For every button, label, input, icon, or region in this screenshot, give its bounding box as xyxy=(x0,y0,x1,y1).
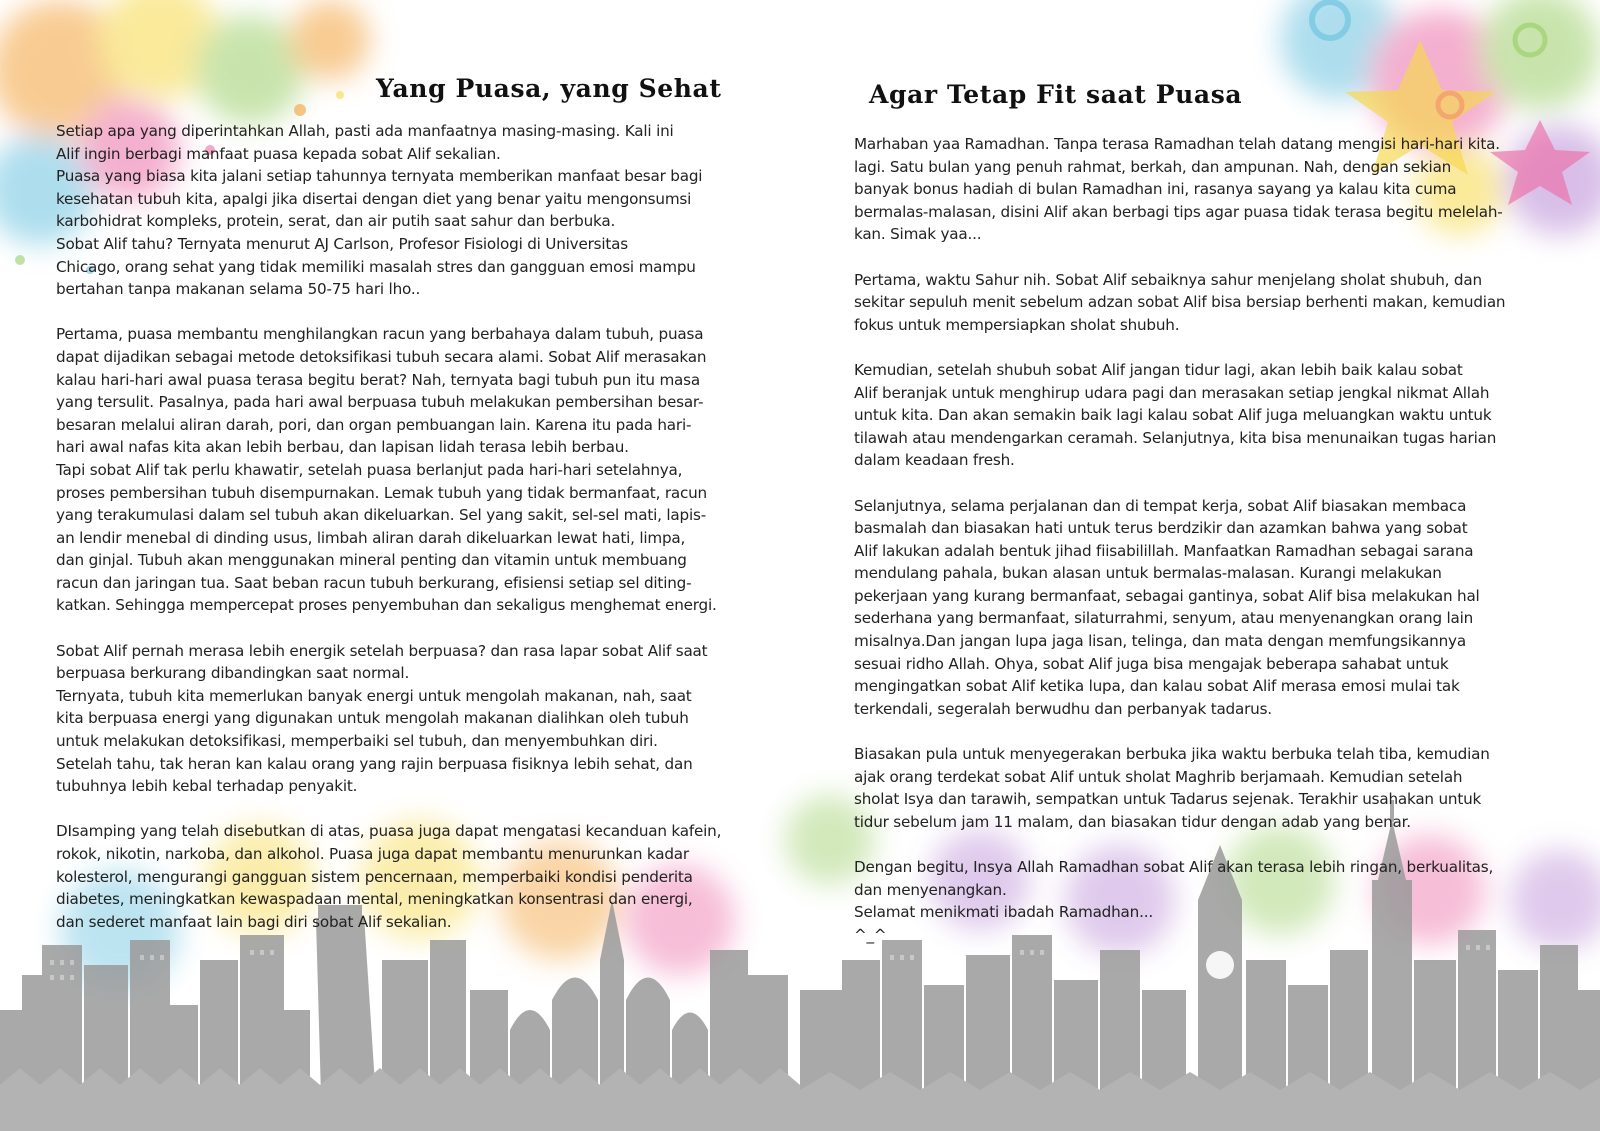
left-page-body xyxy=(56,120,746,956)
left-paragraph-2: Pertama, puasa membantu menghilangkan racun yang berbahaya dalam tubuh, puasa dapat dijadikan sebagai metode detoksifikasi tubuh secara alami. Sobat Alif merasakan kalau hari-hari awal puasa terasa begitu berat? Nah, ternyata bagi tubuh pun itu masa yang tersulit. Pasalnya, pada hari awal berpuasa tubuh melakukan pembersihan besar- besaran melalui aliran darah, pori, dan organ pembuangan lain. Karena itu pada hari- hari awal nafas kita akan lebih berbau, dan lapisan lidah terasa lebih berbau. Tapi sobat Alif tak perlu khawatir, setelah puasa berlanjut pada hari-hari setelahnya, proses pembersihan tubuh disempurnakan. Lemak tubuh yang tidak bermanfaat, racun yang terakumulasi dalam sel tubuh akan dikeluarkan. Sel yang sakit, sel-sel mati, lapis- an lendir menebal di dinding usus, limbah aliran darah dikeluarkan lewat hati, limpa, dan ginjal. Tubuh akan menggunakan mineral penting dan vitamin untuk membuang racun dan jaringan tua. Saat beban racun tubuh berkurang, efisiensi setiap sel diting- katkan. Sehingga mempercepat proses penyembuhan dan sekaligus menghemat energi. xyxy=(56,325,717,615)
right-paragraph-2: Pertama, waktu Sahur nih. Sobat Alif sebaiknya sahur menjelang sholat shubuh, dan sekitar sepuluh menit sebelum adzan sobat Alif bisa bersiap berhenti makan, kemudian fokus untuk mempersiapkan sholat shubuh. xyxy=(854,270,1506,334)
right-page-title: Agar Tetap Fit saat Puasa xyxy=(869,80,1243,109)
right-paragraph-6: Dengan begitu, Insya Allah Ramadhan sobat Alif akan terasa lebih ringan, berkualitas, dan menyenangkan. Selamat menikmati ibadah Ramadhan... ^_^ xyxy=(854,858,1494,944)
right-page-body xyxy=(854,133,1544,969)
right-paragraph-1: Marhaban yaa Ramadhan. Tanpa terasa Ramadhan telah datang mengisi hari-hari kita. lagi. Satu bulan yang penuh rahmat, berkah, dan ampunan. Nah, dengan sekian banyak bonus hadiah di bulan Ramadhan ini, rasanya sayang ya kalau kita cuma bermalas-malasan, disini Alif akan berbagi tips agar puasa tidak terasa begitu melelah- kan. Simak yaa... xyxy=(854,135,1503,244)
left-page-title: Yang Puasa, yang Sehat xyxy=(376,74,722,103)
right-paragraph-5: Biasakan pula untuk menyegerakan berbuka jika waktu berbuka telah tiba, kemudian ajak orang terdekat sobat Alif untuk sholat Maghrib berjamaah. Kemudian setelah sholat Isya dan tarawih, sempatkan untuk Tadarus sejenak. Terakhir usahakan untuk tidur sebelum jam 11 malam, dan biasakan tidur dengan adab yang benar. xyxy=(854,745,1490,831)
left-paragraph-3: Sobat Alif pernah merasa lebih energik setelah berpuasa? dan rasa lapar sobat Alif saat berpuasa berkurang dibandingkan saat normal. Ternyata, tubuh kita memerlukan banyak energi untuk mengolah makanan, nah, saat kita berpuasa energi yang digunakan untuk mengolah makanan dialihkan oleh tubuh untuk melakukan detoksifikasi, memperbaiki sel tubuh, dan menyembuhkan diri. Setelah tahu, tak heran kan kalau orang yang rajin berpuasa fisiknya lebih sehat, dan tubuhnya lebih kebal terhadap penyakit. xyxy=(56,641,708,796)
right-paragraph-4: Selanjutnya, selama perjalanan dan di tempat kerja, sobat Alif biasakan membaca basmalah dan biasakan hati untuk terus berdzikir dan azamkan bahwa yang sobat Alif lakukan adalah bentuk jihad fiisabilillah. Manfaatkan Ramadhan sebagai sarana mendulang pahala, bukan alasan untuk bermalas-malasan. Kurangi melakukan pekerjaan yang kurang bermanfaat, sebagai gantinya, sobat Alif bisa melakukan hal sederhana yang bermanfaat, silaturrahmi, senyum, atau menyenangkan orang lain misalnya.Dan jangan lupa jaga lisan, telinga, dan mata dengan memfungsikannya sesuai ridho Allah. Ohya, sobat Alif juga bisa mengajak beberapa sahabat untuk mengingatkan sobat Alif ketika lupa, dan kalau sobat Alif merasa emosi mulai tak terkendali, segeralah berwudhu dan perbanyak tadarus. xyxy=(854,496,1480,718)
left-paragraph-1: Setiap apa yang diperintahkan Allah, pasti ada manfaatnya masing-masing. Kali ini Alif ingin berbagi manfaat puasa kepada sobat Alif sekalian. Puasa yang biasa kita jalani setiap tahunnya ternyata memberikan manfaat besar bagi kesehatan tubuh kita, apalgi jika disertai dengan diet yang benar yaitu mengonsumsi karbohidrat kompleks, protein, serat, dan air putih saat sahur dan berbuka. Sobat Alif tahu? Ternyata menurut AJ Carlson, Profesor Fisiologi di Universitas Chicago, orang sehat yang tidak memiliki masalah stres dan gangguan emosi mampu bertahan tanpa makanan selama 50-75 hari lho.. xyxy=(56,122,703,299)
left-paragraph-4: DIsamping yang telah disebutkan di atas, puasa juga dapat mengatasi kecanduan kafein, rokok, nikotin, narkoba, dan alkohol. Puasa juga dapat membantu menurunkan kadar kolesterol, mengurangi gangguan sistem pencernaan, memperbaiki kondisi penderita diabetes, meningkatkan kewaspadaan mental, meningkatkan konsentrasi dan energi, dan sederet manfaat lain bagi diri sobat Alif sekalian. xyxy=(56,822,722,931)
right-paragraph-3: Kemudian, setelah shubuh sobat Alif jangan tidur lagi, akan lebih baik kalau sobat Alif beranjak untuk menghirup udara pagi dan merasakan setiap jengkal nikmat Allah untuk kita. Dan akan semakin baik lagi kalau sobat Alif juga meluangkan waktu untuk tilawah atau mendengarkan ceramah. Selanjutnya, kita bisa menunaikan tugas harian dalam keadaan fresh. xyxy=(854,360,1497,470)
